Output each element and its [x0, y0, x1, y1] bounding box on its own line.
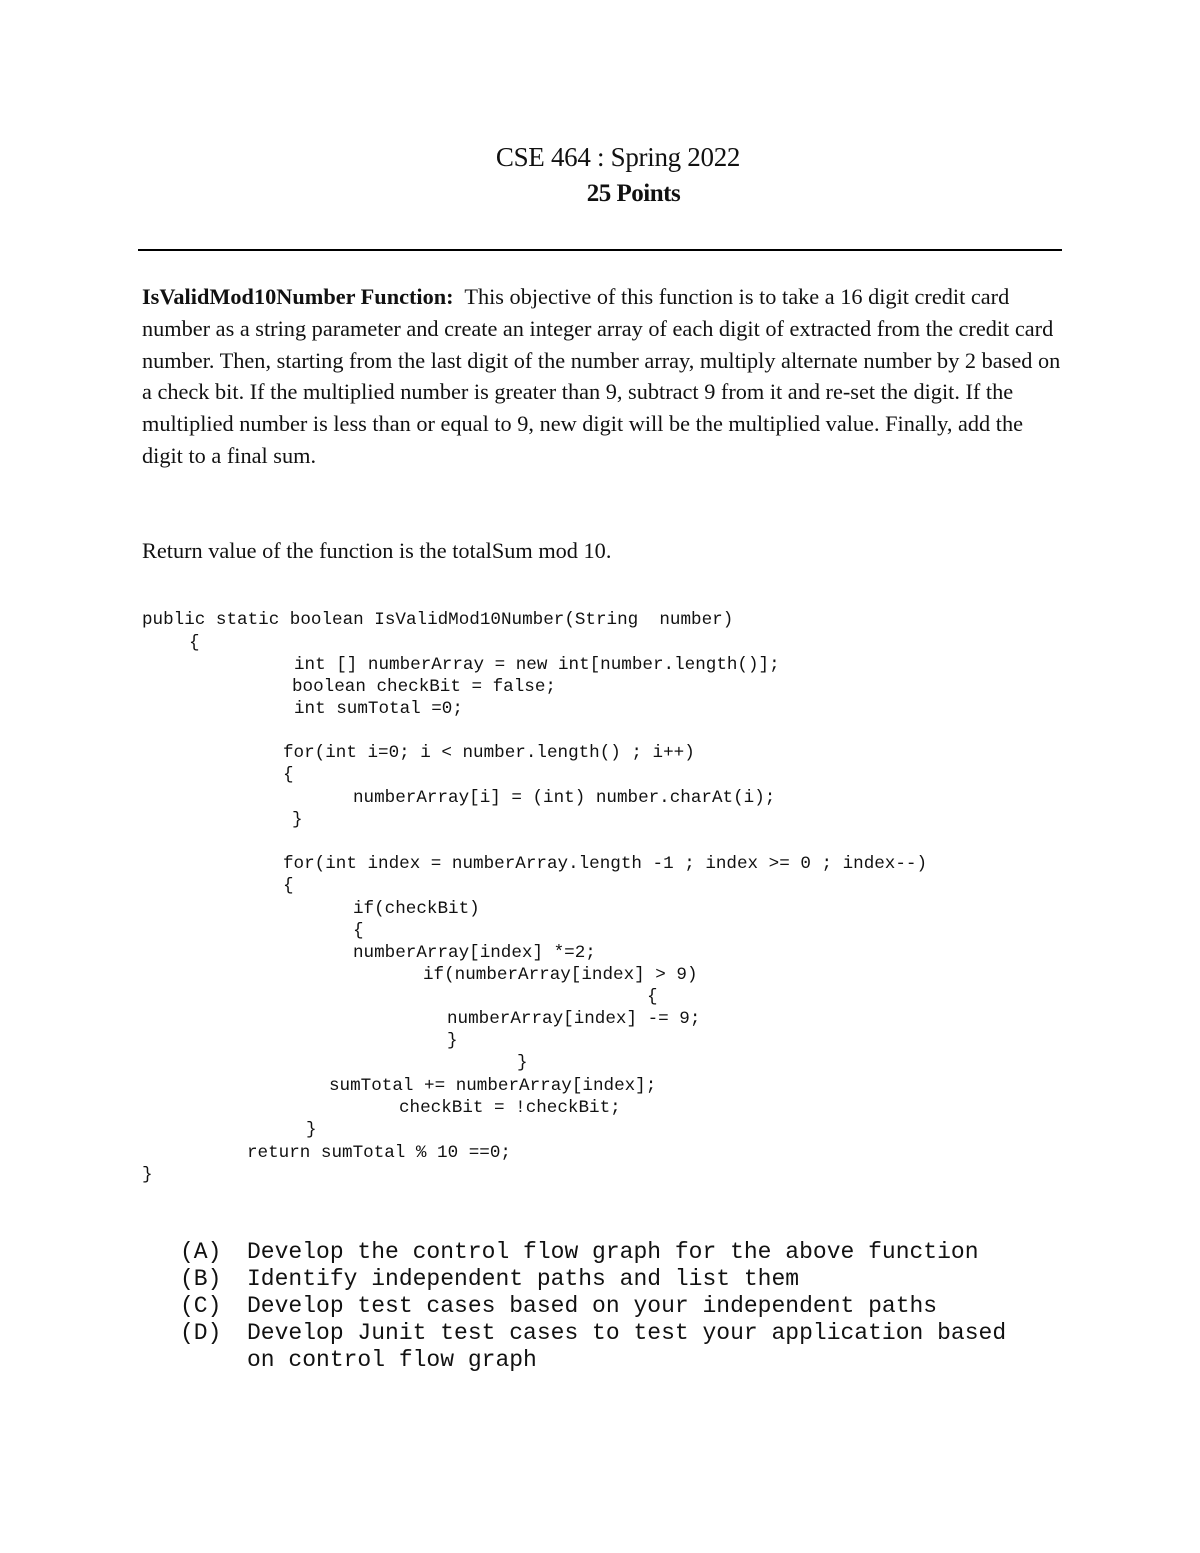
code-line: boolean checkBit = false; [292, 677, 556, 697]
code-line: int [] numberArray = new int[number.length()]; [294, 655, 780, 675]
code-line: } [517, 1053, 528, 1073]
code-line: public static boolean IsValidMod10Number(String number) [142, 610, 734, 630]
code-line: checkBit = !checkBit; [399, 1098, 621, 1118]
task-letter: (B) [180, 1266, 222, 1292]
task-letter: (D) [180, 1320, 222, 1346]
code-line: } [306, 1120, 317, 1140]
code-line: } [447, 1031, 458, 1051]
code-line: { [647, 987, 658, 1007]
task-item [180, 1320, 1080, 1374]
task-text: Identify independent paths and list them [247, 1266, 800, 1292]
code-line: { [353, 921, 364, 941]
code-line: { [283, 876, 294, 896]
code-line: if(numberArray[index] > 9) [423, 965, 698, 985]
task-item [180, 1293, 1080, 1320]
code-line: } [142, 1165, 153, 1185]
code-line: numberArray[index] -= 9; [447, 1009, 701, 1029]
return-note: Return value of the function is the totalSum mod 10. [142, 538, 612, 563]
task-list [180, 1239, 1080, 1374]
task-text: Develop the control flow graph for the above function [247, 1239, 979, 1265]
code-line: { [283, 765, 294, 785]
code-line: sumTotal += numberArray[index]; [329, 1076, 657, 1096]
code-line: } [292, 810, 303, 830]
code-line: for(int index = numberArray.length -1 ; index >= 0 ; index--) [283, 854, 928, 874]
code-line: { [189, 633, 200, 653]
function-title: IsValidMod10Number Function: [142, 284, 454, 309]
code-line: int sumTotal =0; [294, 699, 463, 719]
function-description-body: This objective of this function is to take a 16 digit credit card number as a string parameter and create an integer array of each digit of extracted from the credit card number. Then, starting from the last digit of the number array, multiply alternate number by 2 based on a check bit. If the multiplied number is greater than 9, subtract 9 from it and re-set the digit. If the multiplied number is less than or equal to 9, new digit will be the multiplied value. Finally, add the digit to a final sum. [142, 284, 1061, 468]
code-line: for(int i=0; i < number.length() ; i++) [283, 743, 695, 763]
code-line: return sumTotal % 10 ==0; [247, 1143, 511, 1163]
code-line: numberArray[index] *=2; [353, 943, 596, 963]
task-item [180, 1239, 1080, 1266]
code-line: numberArray[i] = (int) number.charAt(i); [353, 788, 776, 808]
code-line: if(checkBit) [353, 899, 480, 919]
course-title: CSE 464 : Spring 2022 [495, 142, 741, 172]
task-letter: (C) [180, 1293, 222, 1319]
task-item [180, 1266, 1080, 1293]
code-listing [142, 0, 1142, 1200]
points-heading: 25 Points [586, 180, 681, 207]
task-letter: (A) [180, 1239, 222, 1265]
task-text: Develop test cases based on your independent paths [247, 1293, 938, 1319]
task-text: Develop Junit test cases to test your application based on control flow graph [247, 1320, 1007, 1373]
